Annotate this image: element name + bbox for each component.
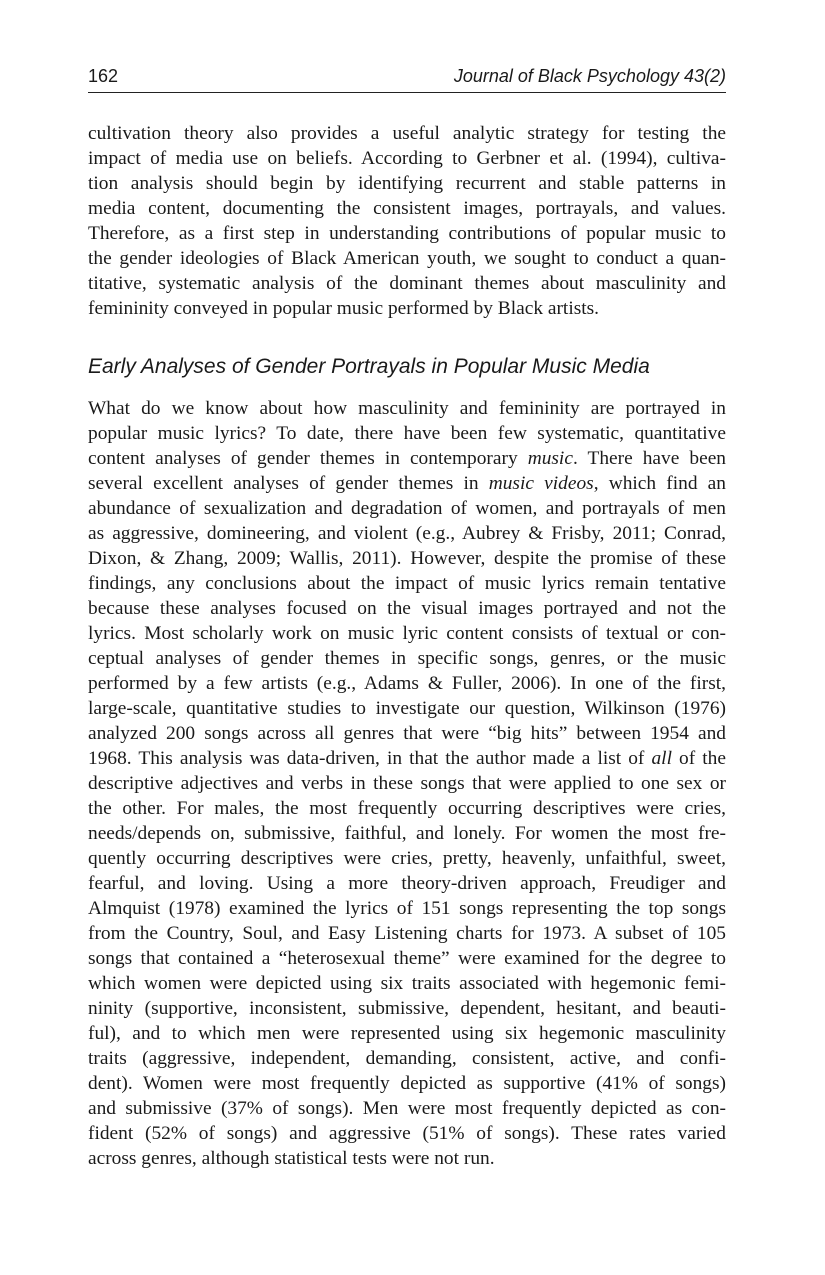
page-number: 162 <box>88 66 119 86</box>
text-line: quently occurring descriptives were cries, pretty, heavenly, unfaithful, sweet, <box>88 848 726 869</box>
text-line: content analyses of gender themes in contemporary music. There have been <box>88 448 726 469</box>
emphasis-text: all <box>651 748 672 769</box>
text-line: needs/depends on, submissive, faithful, and lonely. For women the most fre- <box>88 823 726 844</box>
emphasis-text: music videos <box>488 473 594 494</box>
text-line: traits (aggressive, independent, demanding, consistent, active, and confi- <box>88 1048 726 1069</box>
text-line: lyrics. Most scholarly work on music lyric content consists of textual or con- <box>88 623 726 644</box>
paragraph-cultivation <box>88 121 726 321</box>
text-line: across genres, although statistical tests were not run. <box>88 1148 495 1169</box>
text-line: ninity (supportive, inconsistent, submissive, dependent, hesitant, and beauti- <box>88 998 726 1019</box>
text-line: fearful, and loving. Using a more theory-driven approach, Freudiger and <box>88 873 726 894</box>
text-line: ceptual analyses of gender themes in specific songs, genres, or the music <box>88 648 726 669</box>
text-line: abundance of sexualization and degradation of women, and portrayals of men <box>88 498 726 519</box>
text-line: analyzed 200 songs across all genres that were “big hits” between 1954 and <box>88 723 726 744</box>
text-line: What do we know about how masculinity and femininity are portrayed in <box>88 398 726 419</box>
text-line: tion analysis should begin by identifying recurrent and stable patterns in <box>88 173 726 194</box>
text-line: impact of media use on beliefs. According to Gerbner et al. (1994), cultiva- <box>88 148 726 169</box>
text-line: songs that contained a “heterosexual theme” were examined for the degree to <box>88 948 726 969</box>
text-line: from the Country, Soul, and Easy Listening charts for 1973. A subset of 105 <box>88 923 726 944</box>
text-line: findings, any conclusions about the impact of music lyrics remain tentative <box>88 573 726 594</box>
text-line: which women were depicted using six traits associated with hegemonic femi- <box>88 973 726 994</box>
text-line: Therefore, as a first step in understanding contributions of popular music to <box>88 223 726 244</box>
text-line: several excellent analyses of gender themes in music videos, which find an <box>88 473 726 494</box>
text-line: the gender ideologies of Black American youth, we sought to conduct a quan- <box>88 248 726 269</box>
text-line: titative, systematic analysis of the dominant themes about masculinity and <box>88 273 726 294</box>
text-line: the other. For males, the most frequently occurring descriptives were cries, <box>88 798 726 819</box>
paragraph-early-analyses <box>88 396 726 1171</box>
text-line: performed by a few artists (e.g., Adams & Fuller, 2006). In one of the first, <box>88 673 726 694</box>
text-line: femininity conveyed in popular music performed by Black artists. <box>88 298 600 319</box>
text-line: dent). Women were most frequently depicted as supportive (41% of songs) <box>88 1073 726 1094</box>
text-line: fident (52% of songs) and aggressive (51% of songs). These rates varied <box>88 1123 726 1144</box>
text-line: 1968. This analysis was data-driven, in that the author made a list of all of the <box>88 748 726 769</box>
text-line: Almquist (1978) examined the lyrics of 151 songs representing the top songs <box>88 898 726 919</box>
text-line: as aggressive, domineering, and violent (e.g., Aubrey & Frisby, 2011; Conrad, <box>88 523 726 544</box>
section-heading: Early Analyses of Gender Portrayals in Popular Music Media <box>88 355 650 378</box>
text-line: media content, documenting the consistent images, portrayals, and values. <box>88 198 726 219</box>
journal-title: Journal of Black Psychology 43(2) <box>453 66 726 86</box>
emphasis-text: music <box>527 448 573 469</box>
text-line: ful), and to which men were represented using six hegemonic masculinity <box>88 1023 726 1044</box>
text-line: descriptive adjectives and verbs in these songs that were applied to one sex or <box>88 773 726 794</box>
text-line: large-scale, quantitative studies to investigate our question, Wilkinson (1976) <box>88 698 726 719</box>
text-line: because these analyses focused on the visual images portrayed and not the <box>88 598 726 619</box>
text-line: Dixon, & Zhang, 2009; Wallis, 2011). However, despite the promise of these <box>88 548 726 569</box>
text-line: and submissive (37% of songs). Men were most frequently depicted as con- <box>88 1098 726 1119</box>
text-line: cultivation theory also provides a useful analytic strategy for testing the <box>88 123 726 144</box>
running-header <box>88 62 726 93</box>
text-line: popular music lyrics? To date, there have been few systematic, quantitative <box>88 423 726 444</box>
